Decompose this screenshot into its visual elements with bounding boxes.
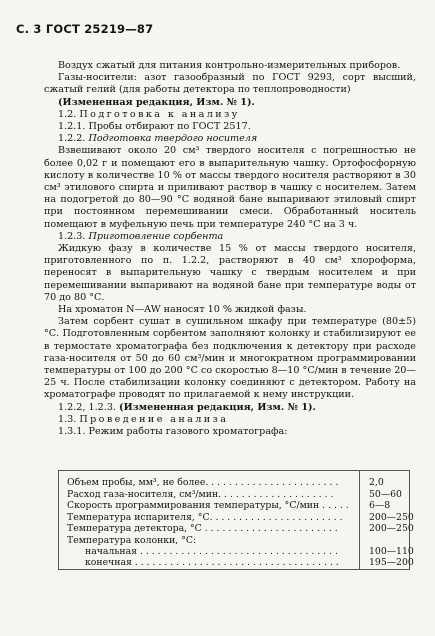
section-title: Приготовление сорбента [88,230,224,242]
page-header: С. 3 ГОСТ 25219—87 [16,22,154,36]
paragraph-air: Воздух сжатый для питания контрольно-измерительных приборов. [58,60,401,71]
paragraph-1-2-3: Жидкую фазу в количестве 15 % от массы твердого носителя, приготовленного по п. 1.2.2, растворяют в 40 см³ хлороформа, переносят в выпарительную чашку с твердым носителем и при перемешивании выпаривают на водяной бане при температуре воды от 70 до 80 °С. [44,243,416,303]
section-title: Проведение анализа [79,413,229,425]
table-row [67,477,405,489]
row-value: 50—60 [369,488,402,500]
section-1-3-heading [44,414,416,426]
row-value: 2,0 [369,477,384,488]
row-label: Объем пробы, мм³, не более. . . . . . . . . . . . . . . . . . . . . . . [67,477,339,488]
row-label: Температура испарителя, °С. . . . . . . . . . . . . . . . . . . . . . . [67,511,343,523]
table-row [67,557,414,569]
row-label: конечная . . . . . . . . . . . . . . . . . . . . . . . . . . . . . . . . . . . [85,557,339,568]
section-number: 1.3. [58,413,77,425]
amendment-note-2 [44,402,416,414]
paragraph-1-2-1: 1.2.1. Пробы отбирают по ГОСТ 2517. [58,121,251,133]
row-value: 195—200 [369,557,414,568]
table-row [67,523,414,535]
amendment-text: (Измененная редакция, Изм. № 1). [119,401,316,413]
section-title: Подготовка к анализу [79,108,240,120]
paragraph-1-3-1: 1.3.1. Режим работы газового хроматографа: [58,426,288,438]
section-1-2-3-heading [44,231,416,243]
section-1-2-heading [44,109,416,121]
chromatograph-mode-table [58,470,414,570]
row-label: Температура детектора, °С . . . . . . . . . . . . . . . . . . . . . . . [67,523,338,534]
row-label: Скорость программирования температуры, °С/мин . . . . . [67,500,349,511]
row-label: Температура колонки, °С: [67,534,197,546]
row-value: 200—250 [369,511,414,523]
body-text [44,60,416,438]
paragraph-1-2-2: Взвешивают около 20 см³ твердого носителя с погрешностью не более 0,02 г и помещают его в выпарительную чашку. Ортофосфорную кислоту в количестве 10 % от массы твердого носителя растворяют в 30 см³ этилового спирта и приливают раствор в чашку с носителем. Затем на подогретой до 80—90 °С водяной бане выпаривают этиловый спирт при постоянном перемешивании смеси. Обработанный носитель помещают в муфельную печь при температуре 240 °С на 3 ч. [44,145,416,230]
table-row [67,489,405,501]
row-value: 100—110 [369,546,414,557]
row-value: 200—250 [369,523,414,534]
table-row [67,535,405,547]
table-row [67,500,405,512]
paragraph-chromaton: На хроматон N—AW наносят 10 % жидкой фазы. [58,304,307,316]
table-row [67,511,414,524]
section-number: 1.2.2, 1.2.3. [58,401,116,413]
amendment-note-1: (Измененная редакция, Изм. № 1). [58,96,255,108]
row-value: 6—8 [369,500,391,511]
row-label: Расход газа-носителя, см³/мин. . . . . . . . . . . . . . . . . . . . [67,488,334,500]
section-number: 1.2.2. [58,133,86,145]
section-title: Подготовка твердого носителя [88,133,258,145]
section-number: 1.2. [58,108,77,120]
paragraph-carrier-gases: Газы-носители: азот газообразный по ГОСТ 9293, сорт высший, сжатый гелий (для работы детектора по теплопроводности) [44,72,416,96]
section-number: 1.2.3. [58,230,86,242]
paragraph-sorbent: Затем сорбент сушат в сушильном шкафу при температуре (80±5) °С. Подготовленным сорбентом заполняют колонку и стабилизируют ее в термостате хроматографа без подключения к детектору при расходе газа-носителя от 50 до 60 см³/мин и многократном программировании температуры от 100 до 200 °С со скоростью 8—10 °С/мин в течение 20—25 ч. После стабилизации колонку соединяют с детектором. Работу на хроматографе проводят по прилагаемой к нему инструкции. [44,316,416,401]
section-1-2-2-heading [44,133,416,145]
row-label: начальная . . . . . . . . . . . . . . . . . . . . . . . . . . . . . . . . . . [85,546,338,557]
